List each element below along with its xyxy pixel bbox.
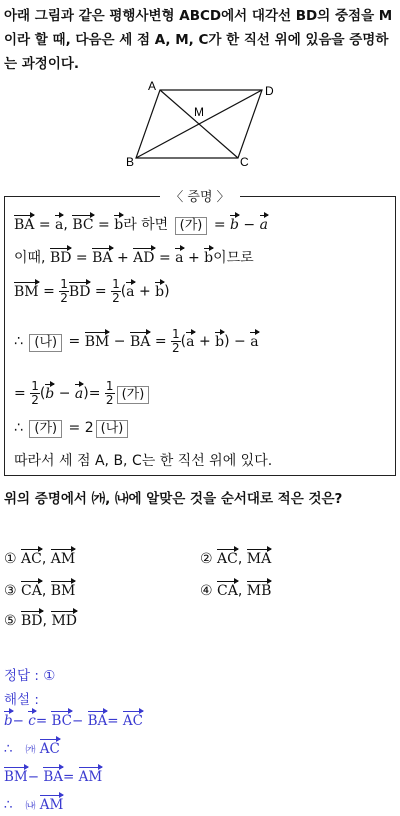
choice-4[interactable]: ④ CA, MB [200, 580, 271, 599]
choice-3[interactable]: ③ CA, BM [4, 580, 75, 599]
proof-line-1: BA = a, BC = b라 하면 (가) = b − a [14, 214, 268, 235]
proof-conclusion: 따라서 세 점 A, B, C는 한 직선 위에 있다. [14, 453, 273, 469]
vertex-c: C [240, 155, 249, 169]
explanation-line-2: ∴ ㈎ AC [4, 738, 60, 757]
problem-statement: 아래 그림과 같은 평행사변형 ABCD에서 대각선 BD의 중점을 M이라 할 때, 다음은 세 점 A, M, C가 한 직선 위에 있음을 증명하는 과정이다. [4, 8, 393, 72]
midpoint-m: M [194, 105, 204, 119]
proof-title: 〈 증명 〉 [0, 186, 400, 205]
proof-line-5: = $\frac{1}{2}$ (b − a)= $\frac{1}{2}$ (가) [14, 380, 151, 407]
proof-line-6: ∴ (가) = 2 (나) [14, 420, 130, 438]
question-text: 위의 증명에서 ㈎, ㈏에 알맞은 것을 순서대로 적은 것은? [4, 491, 343, 507]
choice-2[interactable]: ② AC, MA [200, 548, 271, 567]
vertex-a: A [148, 80, 157, 93]
answer-label: 정답 : ① [4, 668, 56, 684]
explanation-line-1: b− c= BC− BA= AC [4, 710, 143, 729]
proof-line-4: ∴ (나) = BM − BA = $\frac{1}{2}$ (a + b) − a [14, 327, 259, 355]
explanation-line-4: ∴ ㈏ AM [4, 794, 63, 813]
explanation-line-3: BM− BA= AM [4, 766, 102, 785]
choice-1[interactable]: ① AC, AM [4, 548, 75, 567]
proof-line-3: BM = $\frac{1}{2}$ BD = $\frac{1}{2}$ (a + b) [14, 277, 170, 305]
parallelogram-figure [120, 80, 290, 170]
explanation-label: 해설 : [4, 692, 39, 708]
vertex-b: B [126, 155, 135, 169]
choice-5[interactable]: ⑤ BD, MD [4, 610, 77, 629]
proof-line-2: 이때, BD = BA + AD = a + b이므로 [14, 247, 254, 267]
vertex-d: D [265, 84, 274, 98]
